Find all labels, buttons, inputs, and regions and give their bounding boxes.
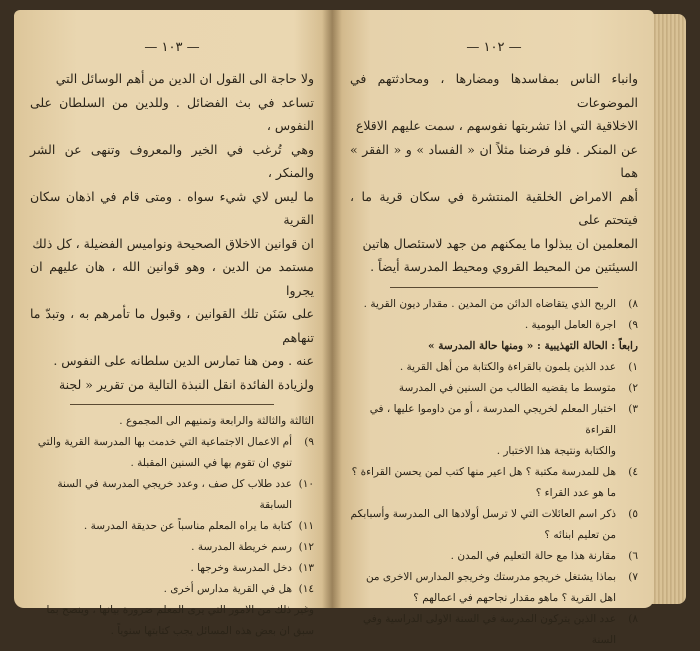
text-line: وهي تُرغب في الخير والمعروف وتنهى عن الشر والمنكر ، xyxy=(30,141,314,180)
text-line: ولا حاجة الى القول ان الدين من أهم الوسائل التي xyxy=(55,71,314,86)
item-text: ذكر اسم العائلات التي لا ترسل أولادها الى المدرسة وأسبابكم xyxy=(350,507,616,520)
text-line: السيئتين من المحيط القروي ومحيط المدرسة أيضاً . xyxy=(370,259,638,274)
item-number xyxy=(296,453,314,474)
text-line: تساعد في بث الفضائل . وللدين من السلطان على النفوس ، xyxy=(30,94,314,133)
list-item xyxy=(350,504,638,525)
list-item xyxy=(350,588,638,609)
item-number: ١١) xyxy=(298,520,314,532)
item-text: من تعليم ابنائه ؟ xyxy=(544,528,616,541)
text-line: عنه . ومن هنا تمارس الدين سلطانه على النفوس . xyxy=(53,353,314,368)
item-text: بماذا يشتغل خريجو مدرستك وخريجو المدارس الاخرى من xyxy=(365,570,616,583)
text-line: عن المنكر . فلو فرضنا مثلاً ان « الفساد » و « الفقر » هما xyxy=(350,141,638,180)
item-text: هل للمدرسة مكتبة ؟ هل اعير منها كتب لمن يحسن القراءة ؟ xyxy=(351,465,616,478)
closing-line: سبق ان بعض هذه المسائل يجب كتابتها سنوياً . xyxy=(110,625,314,637)
item-text: عدد طلاب كل صف ، وعدد خريجي المدرسة في السنة السابقة xyxy=(57,478,292,511)
item-number xyxy=(620,441,638,462)
item-number: ٨) xyxy=(628,612,638,625)
item-number xyxy=(620,588,638,609)
list-item xyxy=(30,537,314,558)
left-page xyxy=(14,10,332,637)
list-item xyxy=(350,315,638,336)
item-number: ٧) xyxy=(628,570,638,583)
item-text: ما هو عدد القراء ؟ xyxy=(535,486,616,499)
page-number: — ١٠٢ — xyxy=(466,40,522,55)
item-number: ١٠) xyxy=(298,478,314,490)
item-number: ٨) xyxy=(628,297,638,310)
list-item xyxy=(30,432,314,453)
item-number: ١) xyxy=(628,360,638,373)
item-number: ٢) xyxy=(628,381,638,394)
text-line: ما ليس لاي شيء سواه . ومتى قام في اذهان سكان القرية xyxy=(30,188,314,227)
text-line: ولزيادة الفائدة انقل النبذة التالية من تقرير « لجنة xyxy=(58,376,314,392)
item-text: كتابة ما يراه المعلم مناسباً عن حديقة المدرسة . xyxy=(83,520,292,532)
divider xyxy=(70,404,274,405)
item-text: والكتابة ونتيجة هذا الاختبار . xyxy=(496,444,616,457)
item-text: أم الاعمال الاجتماعية التي خدمت بها المدرسة القرية والتي xyxy=(37,436,292,448)
list-item xyxy=(350,525,638,546)
item-number: ٦) xyxy=(628,549,638,562)
item-text: اختبار المعلم لخريجي المدرسة ، أو من داوموا عليها ، في القراءة xyxy=(369,402,616,436)
list-item xyxy=(350,378,638,399)
item-text: رسم خريطة المدرسة . xyxy=(191,541,292,553)
list-item xyxy=(350,546,638,567)
text-line: مستمد من الدين ، وهو قوانين الله ، هان عليهم ان يجروا xyxy=(30,259,314,298)
item-text: عدد الذين يلمون بالقراءة والكتابة من أهل القرية . xyxy=(399,360,616,373)
text-line: أهم الامراض الخلقية المنتشرة في سكان قرية ما ، فيتحتم على xyxy=(350,188,638,227)
item-number: ٤) xyxy=(628,465,638,478)
text-line: وانباء الناس بمفاسدها ومضارها ، ومحادثتهم في الموضوعات xyxy=(350,71,638,110)
item-text: عدد الذين يتركون المدرسة في السنة الاولى الدراسية وفي السنة xyxy=(363,612,616,646)
list-item xyxy=(350,441,638,462)
item-text: اجرة العامل اليومية . xyxy=(524,318,616,331)
item-number: ٩) xyxy=(628,318,638,331)
page-number: — ١٠٣ — xyxy=(144,40,200,55)
list-item xyxy=(350,294,638,315)
item-number: ٩) xyxy=(304,436,314,448)
list-item xyxy=(350,567,638,588)
main-paragraph xyxy=(30,67,314,396)
item-text: الربح الذي يتقاضاه الدائن من المدين . مقدار ديون القرية . xyxy=(363,297,616,310)
divider xyxy=(390,287,598,288)
text-line: ان قوانين الاخلاق الصحيحة ونواميس الفضيلة ، كل ذلك xyxy=(32,235,314,251)
main-paragraph xyxy=(350,67,638,279)
right-page xyxy=(332,10,654,646)
list-item xyxy=(350,357,638,378)
item-text: اهل القرية ؟ ماهو مقدار نجاحهم في اعمالهم ؟ xyxy=(413,591,616,604)
list-item xyxy=(350,483,638,504)
list-intro: الثالثة والثالثة والرابعة وتمنيهم الى المجموع . xyxy=(119,415,314,427)
text-line: على سَنَن تلك القوانين ، وقبول ما تأمرهم به ، وتبدّ ما تنهاهم xyxy=(30,306,314,345)
item-text: هل في القرية مدارس أخرى . xyxy=(163,583,292,595)
questionnaire-list xyxy=(350,294,638,651)
item-number: ١٢) xyxy=(298,541,314,553)
section-heading: رابعاً : الحالة التهذيبية : « ومنها حالة المدرسة » xyxy=(427,339,638,352)
item-text: متوسط ما يقضيه الطالب من السنين في المدرسة xyxy=(398,381,616,394)
closing-line: وغير ذلك من الامور التي يرى المعلم ضرورة بيانها ، وينصح بما xyxy=(46,604,314,616)
item-text: تنوي ان تقوم بها في السنين المقبلة . xyxy=(130,457,292,469)
list-item xyxy=(350,609,638,651)
list-item xyxy=(30,516,314,537)
item-number xyxy=(620,525,638,546)
item-text: دخل المدرسة وخرجها . xyxy=(190,562,292,574)
list-item xyxy=(30,453,314,474)
item-number: ١٤) xyxy=(298,583,314,595)
list-item xyxy=(30,579,314,600)
list-item xyxy=(30,558,314,579)
page-edges xyxy=(652,14,686,604)
list-item xyxy=(350,462,638,483)
item-number: ٥) xyxy=(628,507,638,520)
item-number: ١٣) xyxy=(298,562,314,574)
list-item xyxy=(30,474,314,516)
questionnaire-list xyxy=(30,411,314,642)
item-number xyxy=(620,483,638,504)
text-line: الاخلاقية التي اذا تشربتها نفوسهم ، سمت عليهم الاقلاع xyxy=(355,118,638,133)
book-gutter xyxy=(322,10,342,608)
text-line: المعلمين ان يبذلوا ما يمكنهم من جهد لاستئصال هاتين xyxy=(362,235,638,251)
list-item xyxy=(350,399,638,441)
item-number: ٣) xyxy=(628,402,638,415)
item-text: مقارنة هذا مع حالة التعليم في المدن . xyxy=(450,549,616,562)
